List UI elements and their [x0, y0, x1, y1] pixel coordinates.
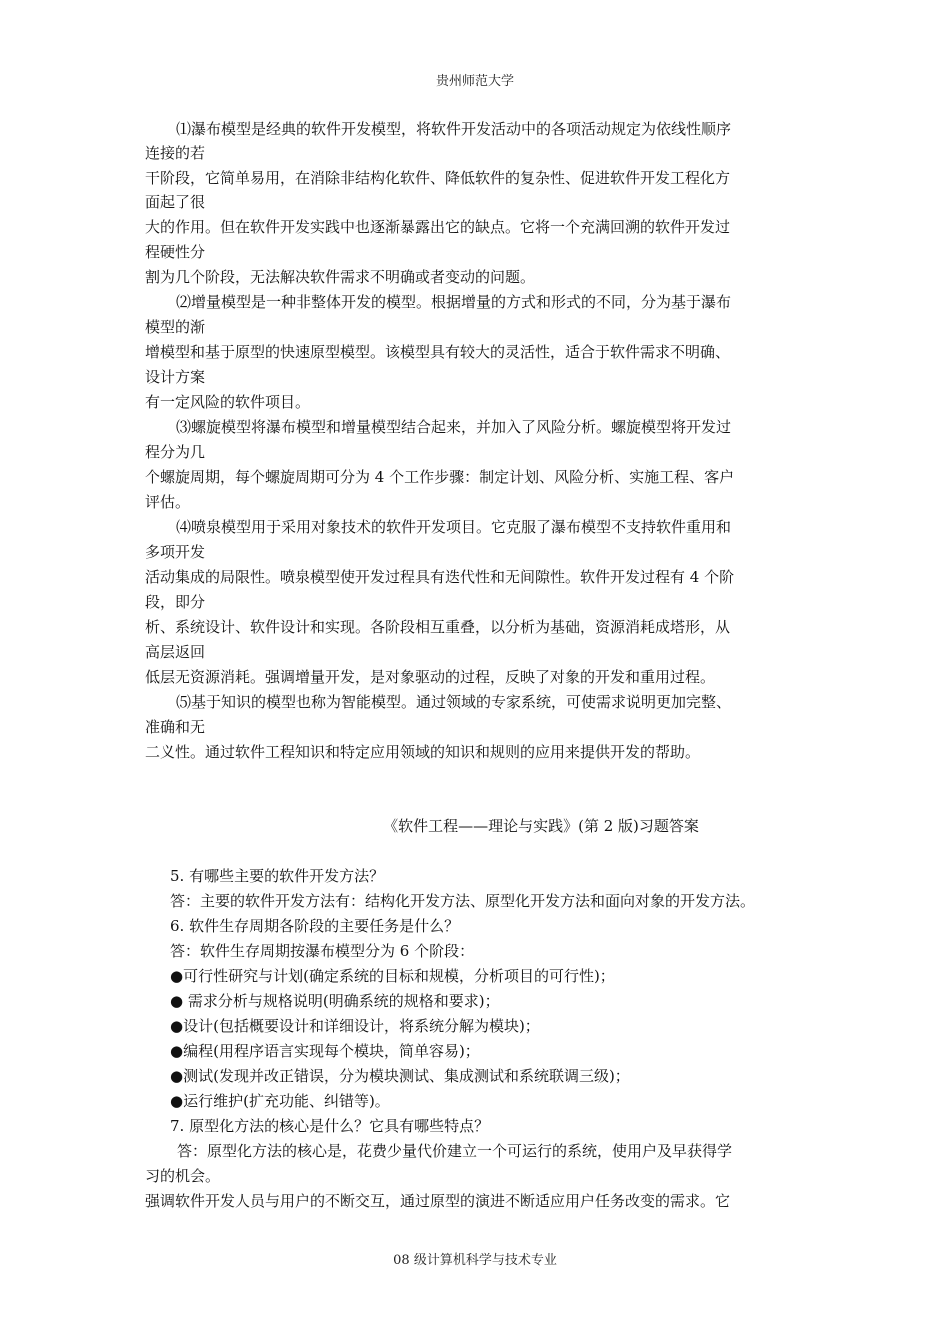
text-line: ⑴瀑布模型是经典的软件开发模型，将软件开发活动中的各项活动规定为依线性顺序: [176, 120, 732, 138]
text-line: ⑸基于知识的模型也称为智能模型。通过领域的专家系统，可使需求说明更加完整、: [176, 693, 732, 711]
text-line: 析、系统设计、软件设计和实现。各阶段相互重叠，以分析为基础，资源消耗成塔形，从: [145, 618, 731, 636]
answer-line: 习的机会。: [145, 1167, 221, 1185]
question-line: 7. 原型化方法的核心是什么？它具有哪些特点？: [170, 1117, 490, 1135]
text-line: 活动集成的局限性。喷泉模型使开发过程具有迭代性和无间隙性。软件开发过程有 4 个阶: [145, 568, 735, 586]
text-line: 模型的渐: [145, 318, 206, 336]
answer-line: 强调软件开发人员与用户的不断交互，通过原型的演进不断适应用户任务改变的需求。它: [145, 1192, 731, 1210]
text-line: 二义性。通过软件工程知识和特定应用领域的知识和规则的应用来提供开发的帮助。: [145, 743, 701, 761]
bullet-item: ●测试(发现并改正错误，分为模块测试、集成测试和系统联调三级)；: [170, 1067, 630, 1085]
text-line: 高层返回: [145, 643, 206, 661]
section-title: 《软件工程——理论与实践》(第 2 版)习题答案: [383, 817, 699, 835]
text-line: 程硬性分: [145, 243, 206, 261]
text-line: ⑷喷泉模型用于采用对象技术的软件开发项目。它克服了瀑布模型不支持软件重用和: [176, 518, 732, 536]
text-line: 段，即分: [145, 593, 206, 611]
answer-line: 答：软件生存周期按瀑布模型分为 6 个阶段：: [170, 942, 475, 960]
text-line: 干阶段，它简单易用，在消除非结构化软件、降低软件的复杂性、促进软件开发工程化方: [145, 169, 731, 187]
question-line: 5. 有哪些主要的软件开发方法？: [170, 867, 385, 885]
text-line: 设计方案: [145, 368, 206, 386]
bullet-item: ●编程(用程序语言实现每个模块，简单容易)；: [170, 1042, 480, 1060]
text-line: ⑶螺旋模型将瀑布模型和增量模型结合起来，并加入了风险分析。螺旋模型将开发过: [176, 418, 732, 436]
text-line: 个螺旋周期，每个螺旋周期可分为 4 个工作步骤：制定计划、风险分析、实施工程、客户: [145, 468, 735, 486]
text-line: 大的作用。但在软件开发实践中也逐渐暴露出它的缺点。它将一个充满回溯的软件开发过: [145, 218, 731, 236]
answer-line: 答：主要的软件开发方法有：结构化开发方法、原型化开发方法和面向对象的开发方法。: [170, 892, 756, 910]
page-header: 贵州师范大学: [435, 74, 514, 89]
bullet-item: ●设计(包括概要设计和详细设计，将系统分解为模块)；: [170, 1017, 540, 1035]
bullet-item: ● 需求分析与规格说明(明确系统的规格和要求)；: [170, 992, 500, 1010]
text-line: 面起了很: [145, 193, 206, 211]
text-line: 有一定风险的软件项目。: [145, 393, 311, 411]
text-line: 多项开发: [145, 543, 206, 561]
bullet-item: ●运行维护(扩充功能、纠错等)。: [170, 1092, 390, 1110]
text-line: 割为几个阶段，无法解决软件需求不明确或者变动的问题。: [145, 268, 536, 286]
text-line: 增模型和基于原型的快速原型模型。该模型具有较大的灵活性，适合于软件需求不明确、: [145, 343, 731, 361]
text-line: 低层无资源消耗。强调增量开发，是对象驱动的过程，反映了对象的开发和重用过程。: [145, 668, 716, 686]
text-line: 程分为几: [145, 443, 206, 461]
text-line: 准确和无: [145, 718, 206, 736]
text-line: ⑵增量模型是一种非整体开发的模型。根据增量的方式和形式的不同，分为基于瀑布: [176, 293, 732, 311]
bullet-item: ●可行性研究与计划(确定系统的目标和规模，分析项目的可行性)；: [170, 967, 615, 985]
question-line: 6. 软件生存周期各阶段的主要任务是什么？: [170, 917, 460, 935]
text-line: 评估。: [145, 493, 191, 511]
answer-line: 答：原型化方法的核心是，花费少量代价建立一个可运行的系统，使用户及早获得学: [177, 1142, 733, 1160]
page-footer: 08 级计算机科学与技术专业: [393, 1253, 557, 1268]
text-line: 连接的若: [145, 144, 206, 162]
